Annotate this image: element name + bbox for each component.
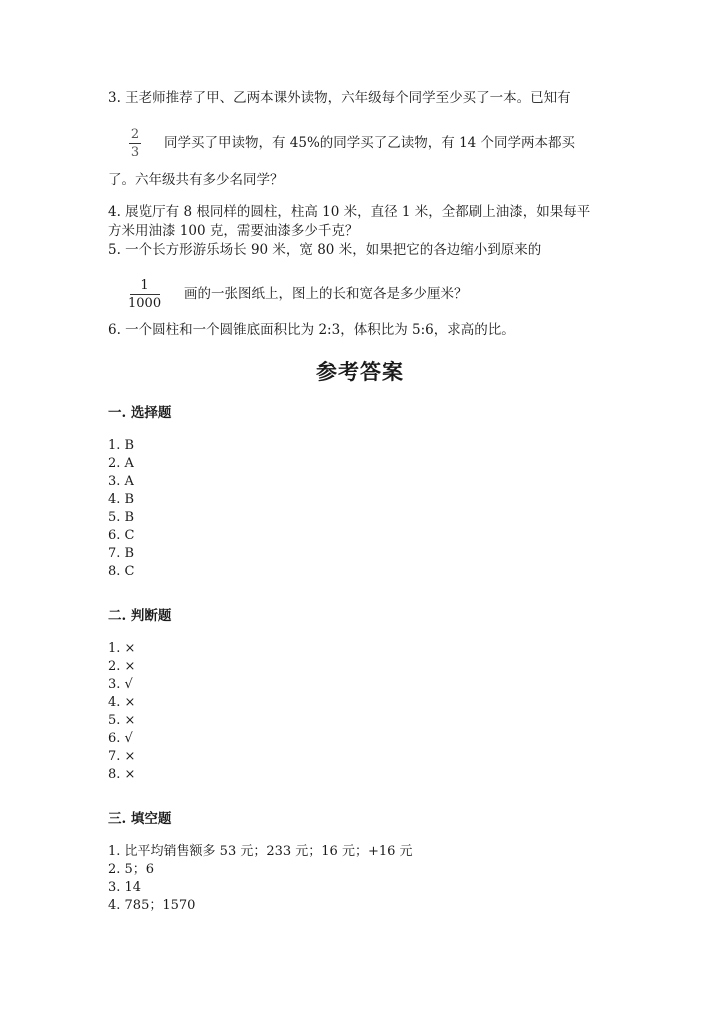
list-item: 8. C xyxy=(108,564,135,579)
q5-line1: 5. 一个长方形游乐场长 90 米，宽 80 米，如果把它的各边缩小到原来的 xyxy=(108,242,542,258)
q5-line2: 画的一张图纸上，图上的长和宽各是多少厘米？ xyxy=(184,286,468,302)
list-item: 8. × xyxy=(108,767,136,782)
list-item: 1. × xyxy=(108,641,136,656)
list-item: 5. B xyxy=(108,510,135,525)
section-heading-fill: 三. 填空题 xyxy=(108,811,172,827)
q5-fraction-numerator: 1 xyxy=(140,278,149,293)
list-item: 1. B xyxy=(108,438,135,453)
fraction-bar xyxy=(129,143,141,144)
list-item: 2. 5；6 xyxy=(108,862,155,877)
q5-fraction xyxy=(128,278,161,311)
choice-answer-list xyxy=(108,437,134,581)
q3-fraction-denominator: 3 xyxy=(130,145,140,160)
list-item: 5. × xyxy=(108,713,136,728)
list-item: 6. √ xyxy=(108,731,133,746)
q6-line1: 6. 一个圆柱和一个圆锥底面积比为 2:3，体积比为 5:6，求高的比。 xyxy=(108,322,515,338)
list-item: 4. 785；1570 xyxy=(108,898,196,913)
list-item: 3. 14 xyxy=(108,880,142,895)
list-item: 6. C xyxy=(108,528,135,543)
answer-title: 参考答案 xyxy=(316,359,404,384)
section-heading-choice: 一. 选择题 xyxy=(108,405,172,421)
list-item: 3. A xyxy=(108,474,134,489)
judge-answer-list xyxy=(108,640,135,784)
fraction-bar xyxy=(130,294,160,295)
list-item: 1. 比平均销售额多 53 元；233 元；16 元；+16 元 xyxy=(108,844,413,859)
q3-line2: 同学买了甲读物，有 45%的同学买了乙读物，有 14 个同学两本都买 xyxy=(164,135,576,151)
list-item: 7. B xyxy=(108,546,135,561)
list-item: 4. × xyxy=(108,695,136,710)
section-heading-judge: 二. 判断题 xyxy=(108,608,172,624)
q3-line1: 3. 王老师推荐了甲、乙两本课外读物，六年级每个同学至少买了一本。已知有 xyxy=(108,90,571,106)
q3-line3: 了。六年级共有多少名同学？ xyxy=(108,172,284,188)
q4-line2: 方米用油漆 100 克，需要油漆多少千克？ xyxy=(108,223,359,239)
fill-answer-list xyxy=(108,843,413,915)
list-item: 3. √ xyxy=(108,677,133,692)
list-item: 2. A xyxy=(108,456,134,471)
q5-fraction-denominator: 1000 xyxy=(128,296,162,311)
q4-line1: 4. 展览厅有 8 根同样的圆柱，柱高 10 米，直径 1 米，全都刷上油漆，如果每平 xyxy=(108,204,591,220)
q3-fraction-numerator: 2 xyxy=(130,127,140,142)
list-item: 2. × xyxy=(108,659,136,674)
list-item: 4. B xyxy=(108,492,135,507)
q3-fraction xyxy=(129,127,141,160)
list-item: 7. × xyxy=(108,749,136,764)
